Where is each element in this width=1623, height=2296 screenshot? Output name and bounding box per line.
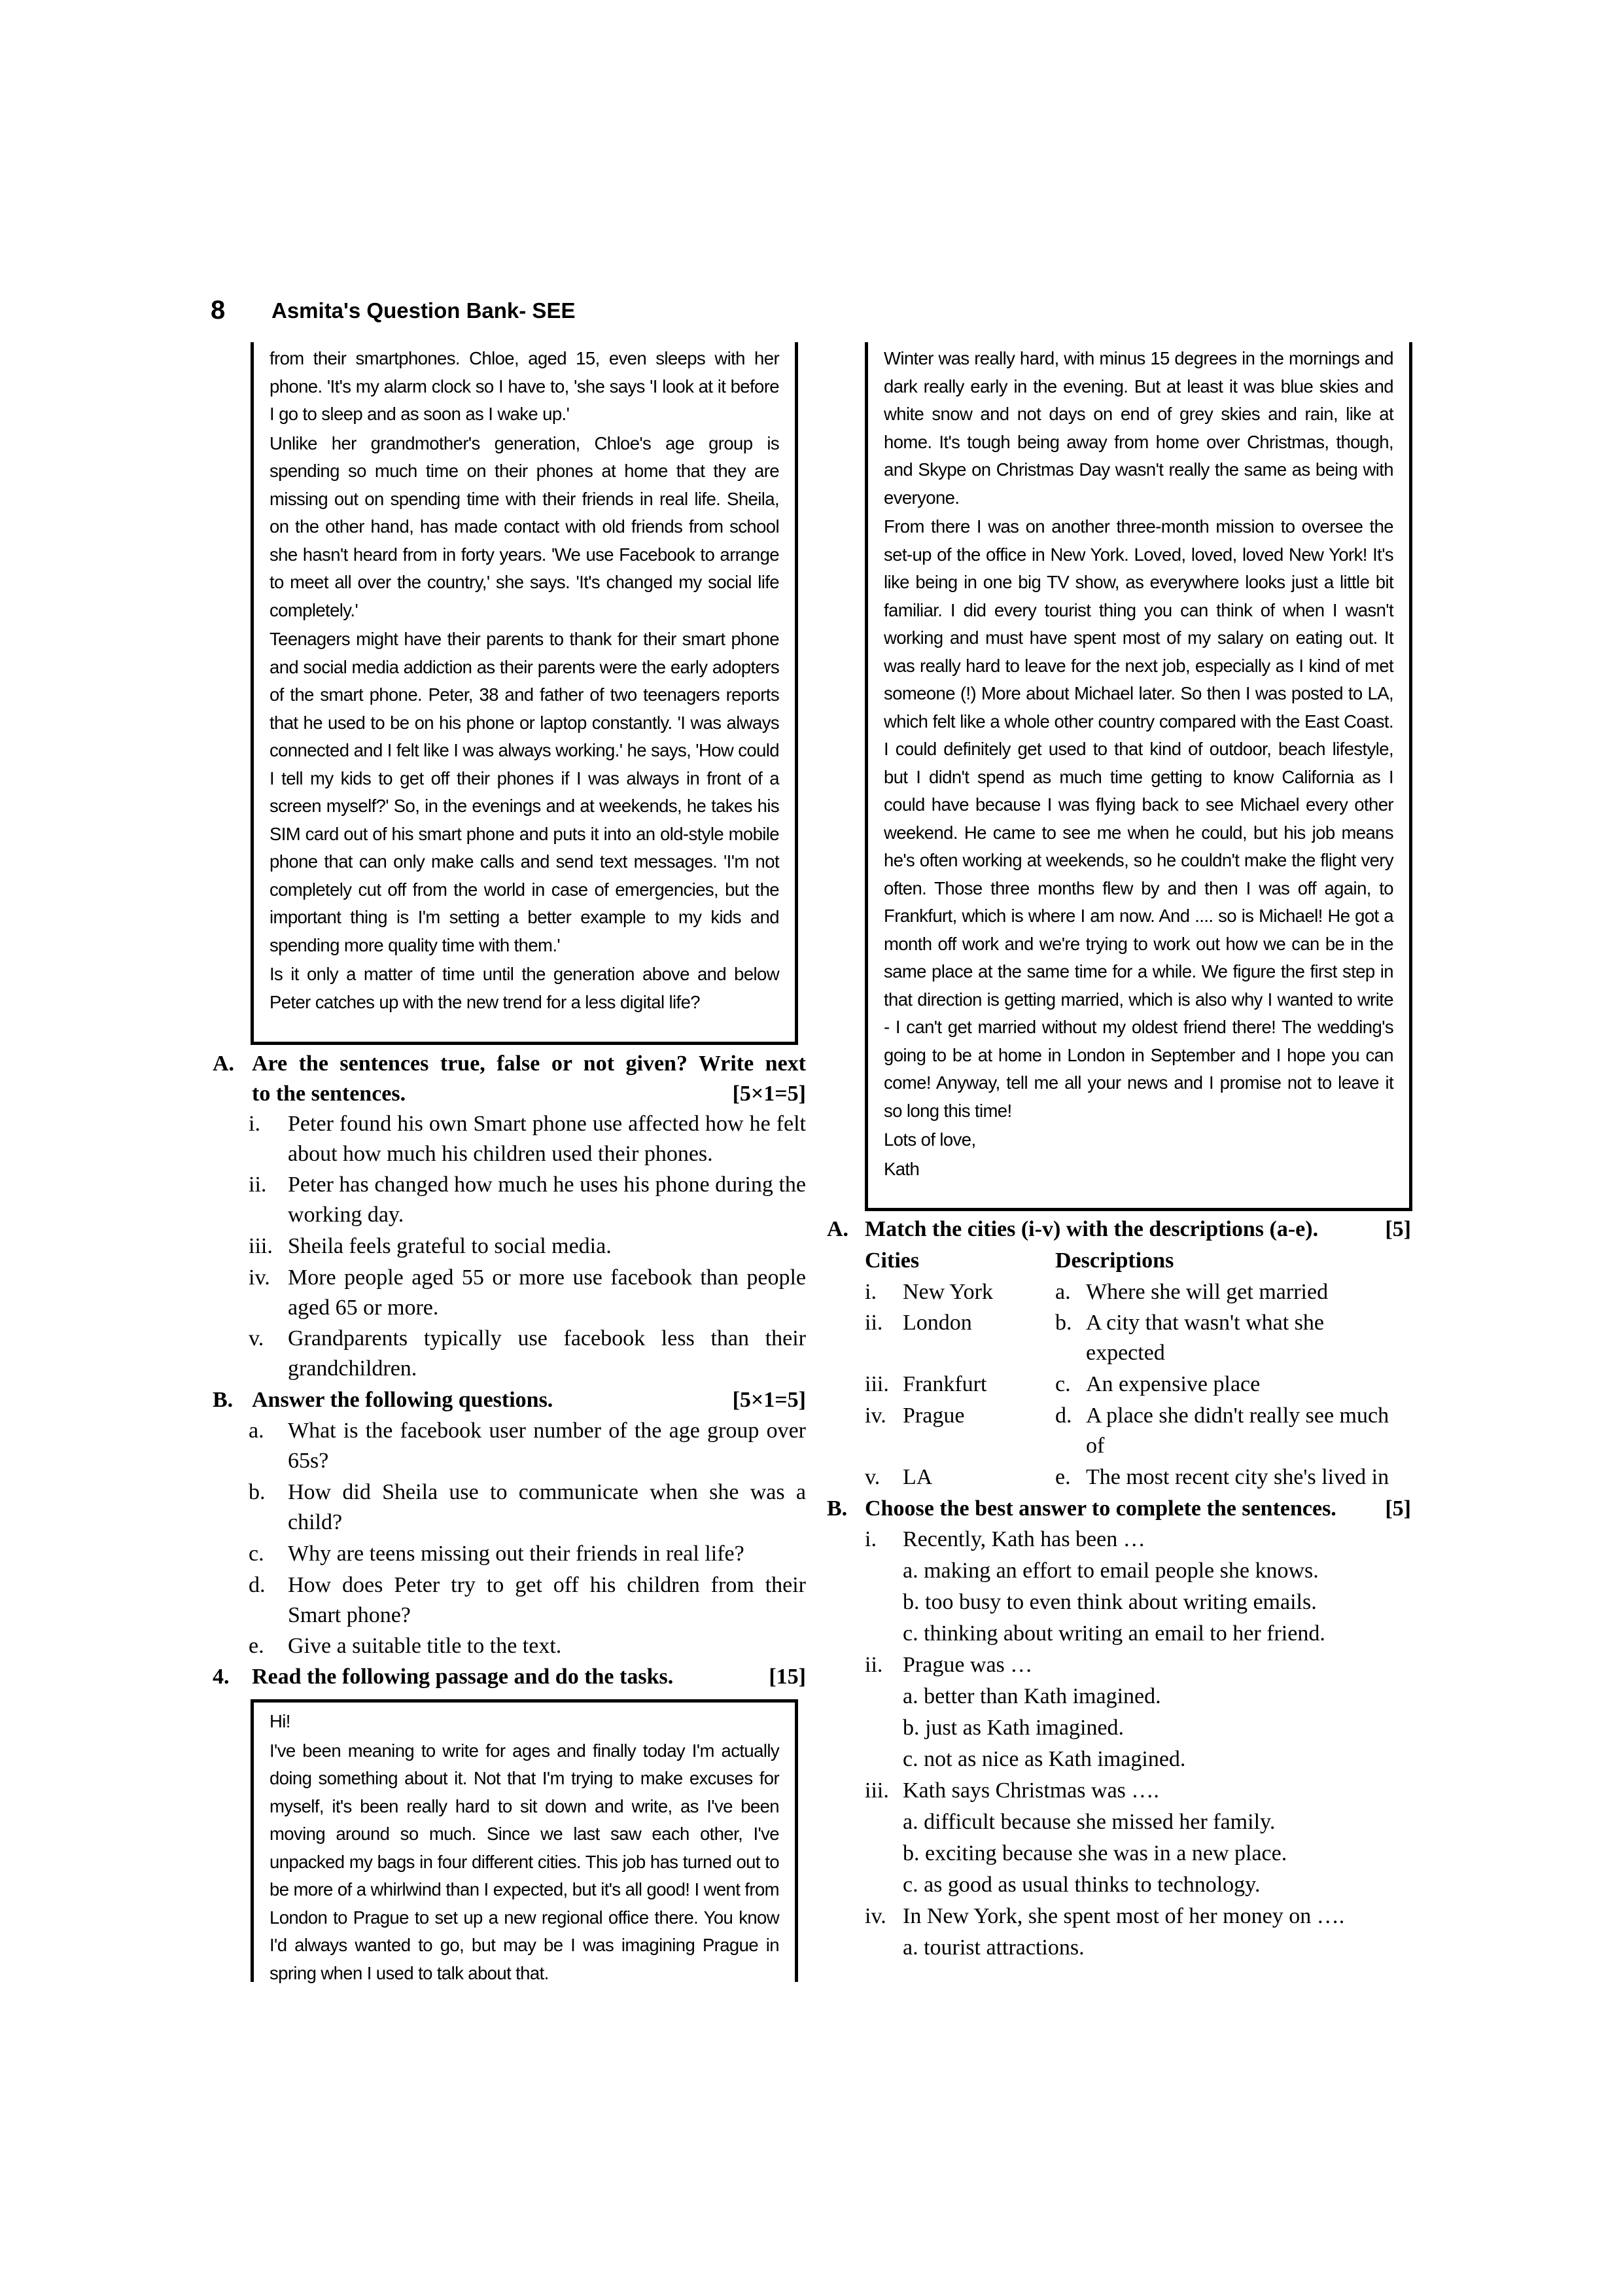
item-text: Grandparents typically use facebook less than their grandchildren. (288, 1326, 806, 1381)
section-instruction: Choose the best answer to complete the sentences. (865, 1496, 1336, 1521)
mcq-number: i. (865, 1527, 877, 1551)
item-letter: d. (249, 1573, 266, 1597)
mcq-option[interactable]: a. difficult because she missed her family. (903, 1810, 1276, 1834)
question-4-heading (213, 1662, 806, 1692)
city-number: i. (865, 1280, 877, 1304)
mcq-option[interactable]: a. better than Kath imagined. (903, 1684, 1161, 1708)
section-marks: [5×1=5] (732, 1388, 806, 1412)
city-number: ii. (865, 1311, 883, 1335)
item-text: More people aged 55 or more use facebook than people aged 65 or more. (288, 1265, 806, 1320)
page-title: Asmita's Question Bank- SEE (271, 298, 576, 323)
passage-paragraph: I've been meaning to write for ages and finally today I'm actually doing something about it. Not that I'm trying to make excuses for myself, it's been really hard to sit down and write, as I've been moving around so much. Since we last saw each other, I've unpacked my bags in four different cities. This job has turned out to be more of a whirlwind than I expected, but it's all good! I went from London to Prague to set up a new regional office there. You know I'd always wanted to go, but may be I was imagining Prague in spring when I used to talk about that. (270, 1740, 779, 1983)
section-instruction: Match the cities (i-v) with the descriptions (a-e). (865, 1217, 1319, 1241)
mcq-stem-text: Recently, Kath has been … (903, 1527, 1145, 1551)
description-letter: c. (1055, 1372, 1071, 1396)
letter-signature: Kath (884, 1158, 920, 1179)
item-number: iii. (249, 1234, 273, 1258)
description-letter: e. (1055, 1465, 1071, 1489)
passage-paragraph: Teenagers might have their parents to thank for their smart phone and social media addiction as their parents were the early adopters of the smart phone. Peter, 38 and father of two teenagers reports that he used to be on his phone or laptop constantly. 'I was always connected and I felt like I was always working.' he says, 'How could I tell my kids to get off their phones if I was always in front of a screen myself?' So, in the evenings and at weekends, he takes his SIM card out of his smart phone and puts it into an old-style mobile phone that can only make calls and send text messages. 'I'm not completely cut off from the world in case of emergencies, but the important thing is I'm setting a better example to my kids and spending more quality time with them.' (270, 629, 779, 955)
column-header-descriptions: Descriptions (1055, 1248, 1174, 1273)
item-letter: c. (249, 1542, 264, 1566)
section-instruction: Answer the following questions. (252, 1388, 553, 1412)
item-letter: b. (249, 1480, 266, 1504)
item-text: Peter has changed how much he uses his phone during the working day. (288, 1173, 806, 1227)
section-heading (827, 1494, 1411, 1524)
passage-paragraph: From there I was on another three-month mission to oversee the set-up of the office in New York. Loved, loved, loved New York! It's like being in one big TV show, as everywhere looks just a little bit familiar. I did every tourist thing you can think of when I wasn't working and must have spent most of my salary on eating out. It was really hard to leave for the next job, especially as I kind of met someone (!) More about Michael later. So then I was posted to LA, which felt like a whole other country compared with the East Coast. I could definitely get used to that kind of outdoor, beach lifestyle, but I didn't spend as much time getting to know California as I could have because I was flying back to see Michael every other weekend. He came to see me when he could, but his job means he's often working at weekends, so he couldn't make the flight very often. Those three months flew by and then I was off again, to Frankfurt, which is where I am now. And .... so is Michael! He got a month off work and we're trying to work out how we can be in the same place at the same time for a while. We figure the first step in that direction is getting married, which is also why I wanted to write - I can't get married without my oldest friend there! The wedding's going to be at home in London in September and I hope you can come! Anyway, tell me all your news and I promise not to leave it so long this time! (884, 516, 1393, 1121)
city-number: iii. (865, 1372, 889, 1396)
item-number: v. (249, 1326, 264, 1351)
passage-paragraph: Is it only a matter of time until the generation above and below Peter catches up with the new trend for a less digital life? (270, 964, 779, 1012)
section-marks: [5×1=5] (732, 1082, 806, 1106)
section-heading (827, 1214, 1411, 1245)
item-text: Why are teens missing out their friends in real life? (288, 1542, 744, 1566)
mcq-number: iv. (865, 1904, 886, 1928)
city-name: LA (903, 1465, 933, 1489)
question-instruction: Read the following passage and do the tasks. (252, 1665, 674, 1689)
passage-paragraph: Winter was really hard, with minus 15 degrees in the mornings and dark really early in the evening. But at least it was blue skies and white snow and not days on end of grey skies and rain, like at home. It's tough being away from home over Christmas, though, and Skype on Christmas Day wasn't really the same as being with everyone. (884, 348, 1393, 508)
column-header-cities: Cities (865, 1248, 920, 1273)
item-letter: a. (249, 1419, 264, 1443)
description-text: A city that wasn't what she expected (1086, 1311, 1325, 1365)
letter-greeting: Hi! (270, 1711, 290, 1731)
section-label: A. (213, 1051, 235, 1076)
mcq-option[interactable]: c. as good as usual thinks to technology. (903, 1873, 1261, 1897)
passage-paragraph: from their smartphones. Chloe, aged 15, even sleeps with her phone. 'It's my alarm clock so I have to, 'she says 'I look at it before I go to sleep and as soon as I wake up.' (270, 348, 779, 424)
mcq-stem-text: Prague was … (903, 1653, 1033, 1677)
mcq-option[interactable]: a. making an effort to email people she knows. (903, 1559, 1319, 1583)
item-text: Peter found his own Smart phone use affected how he felt about how much his children used their phones. (288, 1112, 806, 1166)
item-text: What is the facebook user number of the age group over 65s? (288, 1419, 806, 1473)
description-letter: d. (1055, 1404, 1072, 1428)
section-marks: [5] (1385, 1217, 1411, 1241)
city-name: Frankfurt (903, 1372, 987, 1396)
item-number: i. (249, 1112, 260, 1136)
letter-closing: Lots of love, (884, 1129, 976, 1150)
question-number: 4. (213, 1665, 230, 1689)
mcq-option[interactable]: b. too busy to even think about writing emails. (903, 1590, 1317, 1614)
item-text: Sheila feels grateful to social media. (288, 1234, 612, 1258)
description-text: Where she will get married (1086, 1280, 1329, 1304)
mcq-option[interactable]: c. not as nice as Kath imagined. (903, 1747, 1186, 1771)
city-name: Prague (903, 1404, 965, 1428)
city-number: v. (865, 1465, 881, 1489)
item-number: iv. (249, 1265, 270, 1290)
description-text: An expensive place (1086, 1372, 1261, 1396)
mcq-option[interactable]: a. tourist attractions. (903, 1935, 1085, 1960)
passage-box-social-media (251, 342, 798, 1045)
mcq-option[interactable]: b. exciting because she was in a new place. (903, 1841, 1287, 1865)
item-text: Give a suitable title to the text. (288, 1634, 562, 1658)
passage-box-letter-start (251, 1699, 798, 1982)
passage-paragraph: Unlike her grandmother's generation, Chloe's age group is spending so much time on their phones at home that they are missing out on spending time with their friends in real life. Sheila, on the other hand, has made contact with old friends from school she hasn't heard from in forty years. 'We use Facebook to arrange to meet all over the country,' she says. 'It's changed my social life completely.' (270, 433, 779, 620)
item-number: ii. (249, 1173, 267, 1197)
section-label: A. (827, 1217, 849, 1241)
description-letter: a. (1055, 1280, 1071, 1304)
mcq-stem-text: Kath says Christmas was …. (903, 1778, 1159, 1803)
section-instruction-cont: to the sentences. (252, 1082, 406, 1106)
section-heading (213, 1385, 806, 1415)
mcq-number: ii. (865, 1653, 883, 1677)
item-letter: e. (249, 1634, 264, 1658)
city-number: iv. (865, 1404, 886, 1428)
description-letter: b. (1055, 1311, 1072, 1335)
city-name: New York (903, 1280, 993, 1304)
section-heading (213, 1049, 806, 1109)
mcq-option[interactable]: b. just as Kath imagined. (903, 1716, 1125, 1740)
section-label: B. (827, 1496, 848, 1521)
item-text: How does Peter try to get off his children from their Smart phone? (288, 1573, 806, 1627)
page-number: 8 (211, 296, 226, 325)
mcq-number: iii. (865, 1778, 889, 1803)
passage-box-letter-continued (865, 342, 1412, 1211)
section-instruction: Are the sentences true, false or not given? Write next (252, 1051, 806, 1076)
mcq-stem-text: In New York, she spent most of her money on …. (903, 1904, 1345, 1928)
description-text: A place she didn't really see much of (1086, 1404, 1389, 1458)
item-text: How did Sheila use to communicate when she was a child? (288, 1480, 806, 1534)
mcq-option[interactable]: c. thinking about writing an email to her friend. (903, 1621, 1325, 1646)
city-name: London (903, 1311, 972, 1335)
section-marks: [5] (1385, 1496, 1411, 1521)
question-marks: [15] (769, 1665, 806, 1689)
section-label: B. (213, 1388, 234, 1412)
description-text: The most recent city she's lived in (1086, 1465, 1389, 1489)
